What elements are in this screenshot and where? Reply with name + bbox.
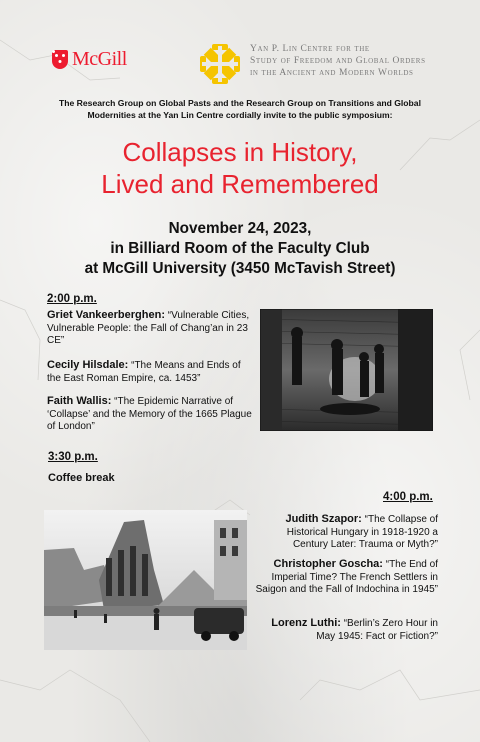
session1-time: 2:00 p.m. [47, 293, 97, 305]
event-room: in Billiard Room of the Faculty Club [110, 240, 370, 257]
plague-engraving-image [260, 309, 433, 431]
speaker-name: Christopher Goscha: [273, 558, 383, 570]
title-line: Collapses in History, [122, 137, 358, 167]
invitation-text [40, 97, 440, 121]
event-date-location [30, 219, 450, 279]
break-time: 3:30 p.m. [48, 451, 98, 463]
title-line: Lived and Remembered [101, 169, 379, 199]
talk-item [252, 617, 438, 643]
talk-title: “Vulnerable Cities, Vulnerable People: the Fall of Chang’an in 23 CE” [47, 310, 250, 346]
centre-name-line: Study of Freedom and Global Orders [250, 56, 426, 66]
centre-name-line: Yan P. Lin Centre for the [250, 44, 370, 54]
yan-lin-centre-logo[interactable] [198, 42, 426, 86]
mcgill-wordmark: McGill [72, 48, 127, 70]
coffee-break-label: Coffee break [48, 472, 115, 484]
invitation-line: The Research Group on Global Pasts and the Research Group on Transitions and Global [59, 98, 421, 108]
talk-item [47, 309, 255, 348]
session2-time: 4:00 p.m. [383, 491, 433, 503]
mcgill-shield-icon [52, 50, 68, 69]
speaker-name: Lorenz Luthi: [271, 617, 341, 629]
talk-item [47, 395, 255, 434]
talk-item [47, 359, 255, 385]
symposium-title [20, 136, 460, 200]
talk-title: “The End of Imperial Time? The French Settlers in Saigon and the Fall of Indochina in 1945” [255, 559, 438, 595]
speaker-name: Judith Szapor: [285, 513, 362, 525]
war-ruins-photo [44, 510, 247, 650]
invitation-line: Modernities at the Yan Lin Centre cordially invite to the public symposium: [87, 110, 393, 120]
centre-name-line: in the Ancient and Modern Worlds [250, 68, 414, 78]
talk-title: “Berlin’s Zero Hour in May 1945: Fact or Fiction?” [316, 618, 438, 642]
speaker-name: Cecily Hilsdale: [47, 359, 129, 371]
event-date: November 24, 2023, [168, 220, 312, 237]
speaker-name: Griet Vankeerberghen: [47, 309, 165, 321]
talk-item [252, 513, 438, 552]
mcgill-logo[interactable] [52, 48, 127, 71]
talk-item [252, 558, 438, 597]
talk-title: “The Means and Ends of the East Roman Empire, ca. 1453” [47, 360, 241, 384]
event-address: at McGill University (3450 McTavish Street) [84, 260, 396, 277]
talk-title: “The Epidemic Narrative of ‘Collapse’ and the Memory of the 1665 Plague of London” [47, 396, 252, 432]
centre-name [250, 43, 426, 79]
speaker-name: Faith Wallis: [47, 395, 112, 407]
talk-title: “The Collapse of Historical Hungary in 1918-1920 a Century Later: Trauma or Myth?” [286, 514, 438, 550]
yan-lin-emblem-icon [198, 42, 242, 86]
